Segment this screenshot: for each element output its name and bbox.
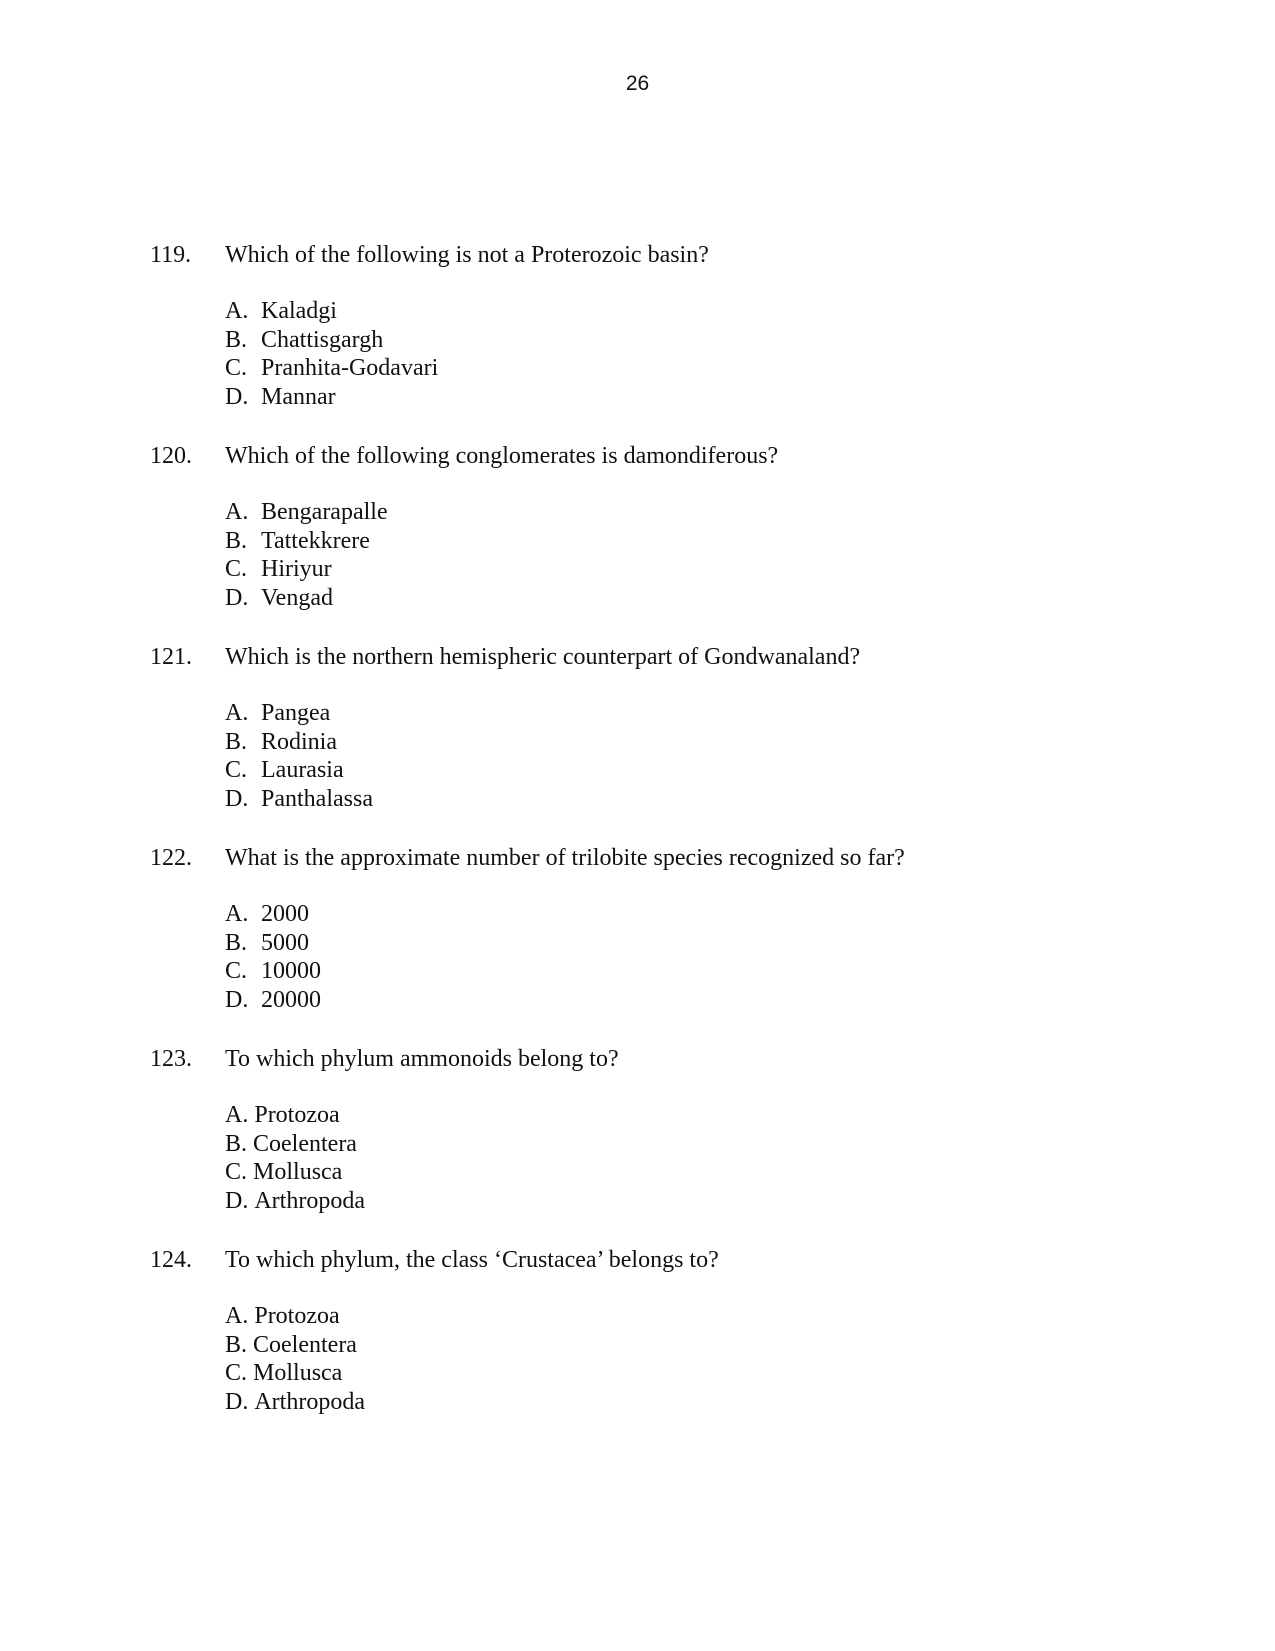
option-letter: A. xyxy=(225,1303,249,1329)
option-letter: D. xyxy=(225,1388,249,1415)
option-text: Mollusca xyxy=(253,1360,343,1386)
option-text: Mollusca xyxy=(253,1159,343,1185)
option-letter: A. xyxy=(225,700,249,726)
question-text: To which phylum ammonoids belong to? xyxy=(225,1046,619,1072)
option-text: Protozoa xyxy=(254,1303,340,1329)
option-text: Mannar xyxy=(261,383,336,410)
option-b xyxy=(225,1331,365,1360)
option-letter: B. xyxy=(225,929,248,956)
option-letter: D. xyxy=(225,584,249,611)
option-a xyxy=(225,498,388,527)
option-letter: A. xyxy=(225,298,249,324)
answer-options xyxy=(225,297,438,411)
question-text: Which is the northern hemispheric counterpart of Gondwanaland? xyxy=(225,644,861,670)
option-letter: D. xyxy=(225,986,249,1013)
option-c xyxy=(225,1158,365,1187)
option-text: Vengad xyxy=(261,584,333,611)
option-d xyxy=(225,1187,365,1216)
option-letter: D. xyxy=(225,1187,249,1214)
option-text: Rodinia xyxy=(261,728,337,755)
question-text: Which of the following conglomerates is damondiferous? xyxy=(225,443,779,469)
question-number: 123. xyxy=(150,1046,192,1072)
option-letter: A. xyxy=(225,499,249,525)
option-text: Chattisgargh xyxy=(261,326,384,353)
option-letter: D. xyxy=(225,383,249,410)
option-letter: C. xyxy=(225,757,248,783)
option-text: Arthropoda xyxy=(254,1388,365,1415)
option-letter: C. xyxy=(225,1360,248,1386)
option-text: 10000 xyxy=(261,958,321,984)
option-text: Laurasia xyxy=(261,757,344,783)
answer-options xyxy=(225,1101,365,1215)
option-text: 2000 xyxy=(261,901,309,927)
option-a xyxy=(225,1101,365,1130)
option-letter: B. xyxy=(225,326,248,353)
question-number: 120. xyxy=(150,443,192,469)
option-a xyxy=(225,900,321,929)
option-text: Hiriyur xyxy=(261,556,332,582)
option-letter: B. xyxy=(225,728,248,755)
answer-options xyxy=(225,900,321,1014)
option-d xyxy=(225,986,321,1015)
option-text: 20000 xyxy=(261,986,321,1013)
option-c xyxy=(225,1359,365,1388)
option-letter: A. xyxy=(225,901,249,927)
option-letter: C. xyxy=(225,958,248,984)
option-b xyxy=(225,1130,365,1159)
answer-options xyxy=(225,1302,365,1416)
option-letter: D. xyxy=(225,785,249,812)
option-text: Bengarapalle xyxy=(261,499,388,525)
question-text: What is the approximate number of trilobite species recognized so far? xyxy=(225,845,905,871)
option-b xyxy=(225,929,321,958)
option-c xyxy=(225,555,388,584)
option-a xyxy=(225,297,438,326)
option-c xyxy=(225,957,321,986)
option-a xyxy=(225,699,373,728)
option-letter: C. xyxy=(225,355,248,381)
option-d xyxy=(225,584,388,613)
option-text: Tattekkrere xyxy=(261,527,370,554)
option-b xyxy=(225,728,373,757)
option-b xyxy=(225,527,388,556)
question-number: 124. xyxy=(150,1247,192,1273)
option-c xyxy=(225,756,373,785)
answer-options xyxy=(225,699,373,813)
option-text: Protozoa xyxy=(254,1102,340,1128)
option-c xyxy=(225,354,438,383)
option-text: Pranhita-Godavari xyxy=(261,355,439,381)
option-text: Coelentera xyxy=(253,1331,357,1358)
option-letter: C. xyxy=(225,1159,248,1185)
option-letter: B. xyxy=(225,1130,248,1157)
option-text: Kaladgi xyxy=(261,298,337,324)
question-text: To which phylum, the class ‘Crustacea’ belongs to? xyxy=(225,1247,719,1273)
question-number: 121. xyxy=(150,644,192,670)
option-letter: B. xyxy=(225,527,248,554)
option-text: Pangea xyxy=(261,700,331,726)
option-b xyxy=(225,326,438,355)
option-letter: A. xyxy=(225,1102,249,1128)
question-text: Which of the following is not a Proterozoic basin? xyxy=(225,242,709,268)
option-letter: C. xyxy=(225,556,248,582)
option-d xyxy=(225,1388,365,1417)
option-text: Coelentera xyxy=(253,1130,357,1157)
option-d xyxy=(225,785,373,814)
option-text: Arthropoda xyxy=(254,1187,365,1214)
question-number: 119. xyxy=(150,242,192,268)
question-number: 122. xyxy=(150,845,192,871)
option-letter: B. xyxy=(225,1331,248,1358)
option-text: Panthalassa xyxy=(261,785,373,812)
option-a xyxy=(225,1302,365,1331)
page-number: 26 xyxy=(625,72,650,95)
option-text: 5000 xyxy=(261,929,309,956)
answer-options xyxy=(225,498,388,612)
option-d xyxy=(225,383,438,412)
